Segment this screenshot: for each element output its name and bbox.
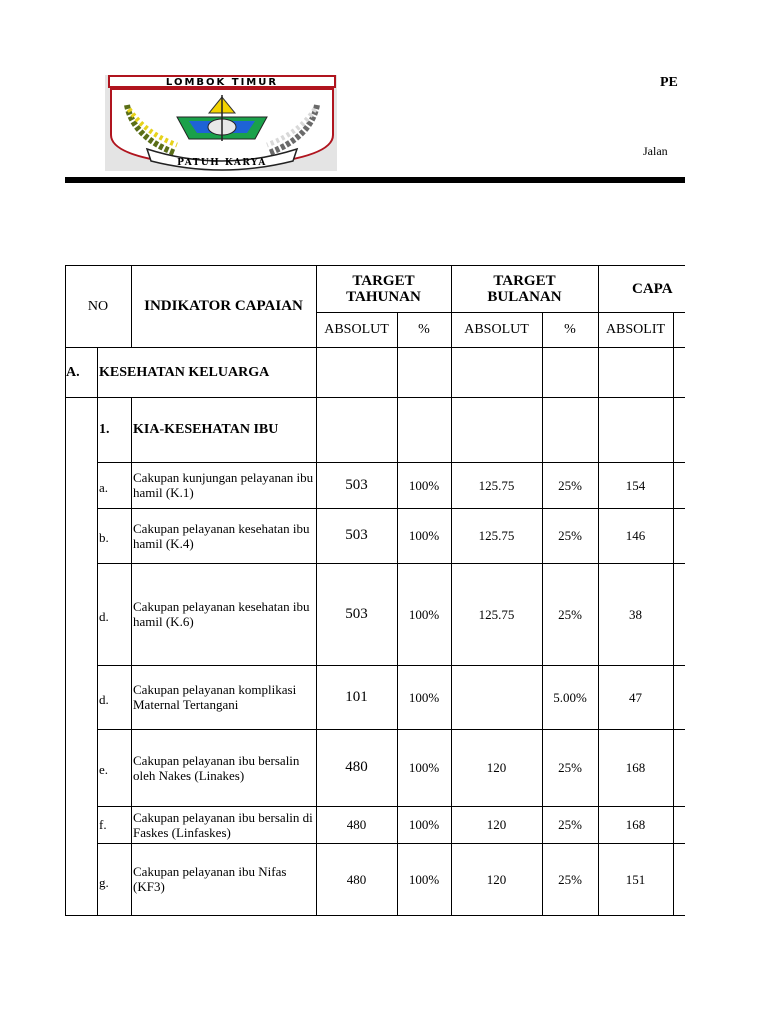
row-tahun-pct: 100% [408,528,440,543]
header-no: NO [87,298,109,314]
section-number: A. [66,364,80,380]
lombok-timur-emblem-icon [105,75,337,171]
row-capaian-absolut: 38 [629,606,642,622]
row-bulan-absolut: 120 [486,871,507,887]
row-tahun-pct: 100% [408,871,440,887]
row-indikator: Cakupan kunjungan pelayanan ibu hamil (K.1) [133,470,314,500]
row-bulan-absolut: 125.75 [478,606,515,622]
row-bulan-pct: 25% [558,871,582,887]
logo-text-bottom: PATUH KARYA [177,158,267,168]
row-tahun-absolut: 101 [345,688,368,705]
header-indikator: INDIKATOR CAPAIAN [144,298,303,314]
row-indikator: Cakupan pelayanan ibu bersalin di Faskes (Linfaskes) [133,809,313,840]
row-tahun-absolut: 503 [345,527,368,543]
subheader-absolit-capaian: ABSOLIT [605,322,666,337]
row-bulan-pct: 25% [558,477,582,493]
header-capaian: CAPA [632,280,673,297]
row-capaian-absolut: 168 [625,817,646,832]
subheader-pct-bulanan: % [564,322,576,337]
row-tahun-absolut: 480 [346,871,367,887]
row-capaian-absolut: 168 [625,760,646,775]
row-bulan-pct: 5.00% [553,689,587,705]
section-label: KESEHATAN KELUARGA [99,364,270,380]
row-bulan-pct: 25% [558,760,582,775]
row-indikator: Cakupan pelayanan ibu Nifas (KF3) [133,864,287,894]
row-tahun-pct: 100% [408,477,440,493]
row-bulan-pct: 25% [558,817,582,832]
header-divider [65,177,685,183]
row-indikator: Cakupan pelayanan ibu bersalin oleh Nakes (Linakes) [133,752,300,783]
row-indikator: Cakupan pelayanan kesehatan ibu hamil (K.6) [133,599,310,629]
subheader-absolut-bulanan: ABSOLUT [464,322,529,337]
row-tahun-pct: 100% [408,606,440,622]
logo-text-top: LOMBOK TIMUR [165,77,279,88]
row-bulan-absolut: 125.75 [478,528,515,543]
table-border [65,915,685,916]
row-tahun-absolut: 480 [345,759,368,775]
row-indikator: Cakupan pelayanan kesehatan ibu hamil (K.4) [133,520,310,551]
row-capaian-absolut: 151 [625,871,646,887]
row-bulan-pct: 25% [558,528,582,543]
row-bulan-absolut: 120 [486,817,507,832]
row-capaian-absolut: 47 [629,689,642,705]
row-letter: f. [99,817,107,832]
header-target-bulanan: TARGET BULANAN [487,272,562,305]
row-tahun-pct: 100% [408,760,440,775]
row-indikator: Cakupan pelayanan komplikasi Maternal Tertangani [133,682,297,712]
row-bulan-absolut [451,665,542,729]
subsection-number: 1. [99,422,110,437]
row-capaian-absolut: 154 [625,477,646,493]
row-letter: d. [99,608,109,624]
row-tahun-absolut: 480 [346,817,367,832]
row-capaian-absolut: 146 [625,528,646,543]
subheader-absolut-tahunan: ABSOLUT [324,322,389,337]
row-tahun-pct: 100% [408,689,440,705]
row-letter: d. [99,691,109,707]
row-tahun-absolut: 503 [345,605,368,622]
row-bulan-pct: 25% [558,606,582,622]
subheader-pct-tahunan: % [418,322,430,337]
row-tahun-pct: 100% [408,817,440,832]
row-letter: e. [99,762,109,777]
subsection-label: KIA-KESEHATAN IBU [133,422,279,437]
row-bulan-absolut: 125.75 [478,477,515,493]
page-title: PE [660,75,678,90]
row-letter: g. [99,874,109,890]
row-tahun-absolut: 503 [345,476,368,493]
row-letter: b. [99,530,109,545]
row-letter: a. [99,479,109,495]
address-line: Jalan [643,144,668,158]
row-bulan-absolut: 120 [486,760,507,775]
table-border [673,312,674,916]
header-target-tahunan: TARGET TAHUNAN [346,272,421,305]
